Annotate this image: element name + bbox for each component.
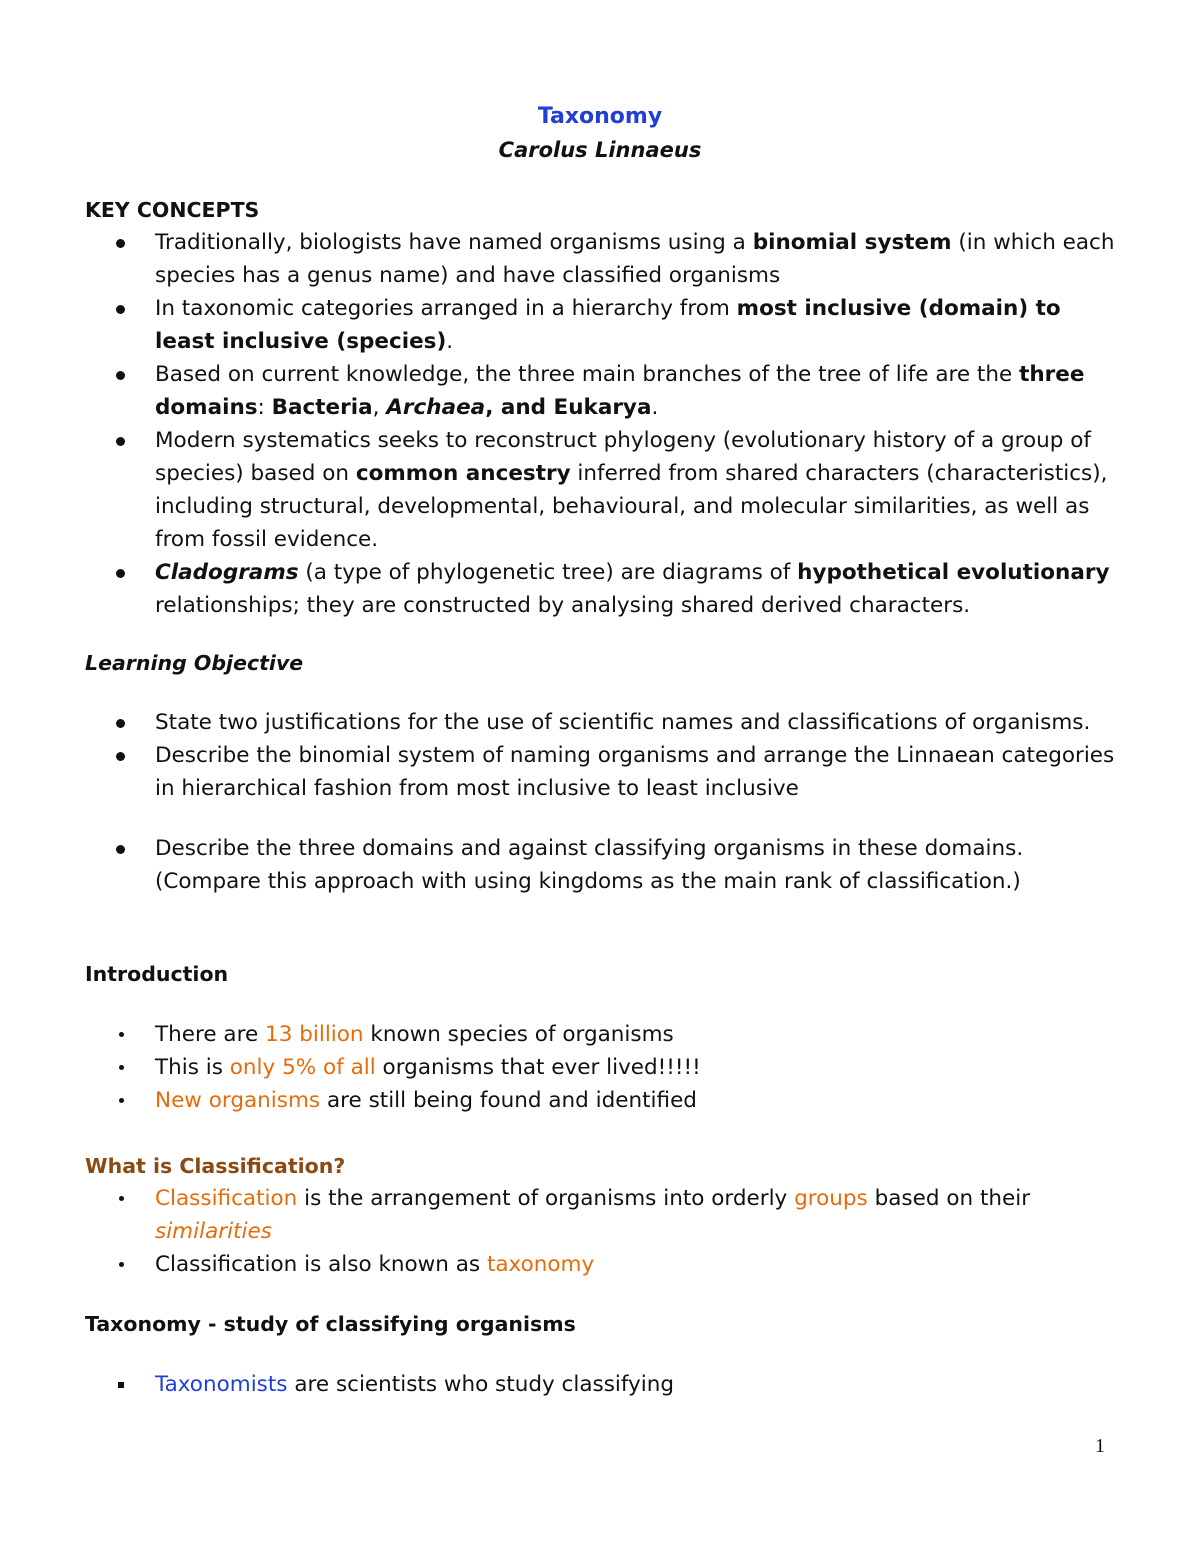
taxonomy-heading: Taxonomy - study of classifying organisms <box>85 1312 576 1336</box>
bullet-icon <box>116 752 125 761</box>
introduction-list <box>0 1018 1200 1117</box>
bullet-icon <box>119 1065 124 1070</box>
classification-list <box>0 1182 1200 1281</box>
list-item: There are 13 billion known species of organisms <box>0 1018 1200 1051</box>
bullet-icon <box>119 1032 124 1037</box>
taxonomy-list <box>0 1368 1200 1401</box>
list-item: Based on current knowledge, the three main branches of the tree of life are the three domains: Bacteria, Archaea, and Eukarya. <box>0 358 1200 424</box>
list-item: In taxonomic categories arranged in a hierarchy from most inclusive (domain) to least inclusive (species). <box>0 292 1200 358</box>
learning-objective-list <box>0 706 1200 898</box>
list-item: State two justifications for the use of scientific names and classifications of organisms. <box>0 706 1200 739</box>
bullet-icon <box>119 1262 124 1267</box>
classification-heading: What is Classification? <box>85 1154 346 1178</box>
list-item: Modern systematics seeks to reconstruct phylogeny (evolutionary history of a group of species) based on common ancestry inferred from shared characters (characteristics), including structural, developmental, behavioural, and molecular similarities, as well as from fossil evidence. <box>0 424 1200 556</box>
list-item: New organisms are still being found and identified <box>0 1084 1200 1117</box>
bullet-icon <box>116 239 125 248</box>
key-concepts-list <box>0 226 1200 622</box>
document-title: Taxonomy <box>537 104 663 129</box>
bullet-icon <box>119 1196 124 1201</box>
bullet-icon <box>119 1098 124 1103</box>
page-number: 1 <box>1095 1435 1105 1457</box>
bullet-icon <box>116 305 125 314</box>
bullet-icon <box>116 371 125 380</box>
list-item: Classification is the arrangement of organisms into orderly groups based on their similarities <box>0 1182 1200 1248</box>
document-subtitle: Carolus Linnaeus <box>498 138 702 162</box>
list-item: Cladograms (a type of phylogenetic tree) are diagrams of hypothetical evolutionary relationships; they are constructed by analysing shared derived characters. <box>0 556 1200 622</box>
bullet-icon <box>116 437 125 446</box>
bullet-icon <box>116 569 125 578</box>
bullet-icon <box>118 1382 124 1388</box>
bullet-icon <box>116 719 125 728</box>
list-item: Classification is also known as taxonomy <box>0 1248 1200 1281</box>
bullet-icon <box>116 845 125 854</box>
list-item: Describe the binomial system of naming organisms and arrange the Linnaean categories in hierarchical fashion from most inclusive to least inclusive <box>0 739 1200 805</box>
list-item: Taxonomists are scientists who study classifying <box>0 1368 1200 1401</box>
list-item: This is only 5% of all organisms that ever lived!!!!! <box>0 1051 1200 1084</box>
list-item: Traditionally, biologists have named organisms using a binomial system (in which each species has a genus name) and have classified organisms <box>0 226 1200 292</box>
key-concepts-heading: KEY CONCEPTS <box>85 198 260 222</box>
learning-objective-heading: Learning Objective <box>85 651 304 675</box>
introduction-heading: Introduction <box>85 962 229 986</box>
list-item: Describe the three domains and against classifying organisms in these domains. (Compare this approach with using kingdoms as the main rank of classification.) <box>0 832 1200 898</box>
